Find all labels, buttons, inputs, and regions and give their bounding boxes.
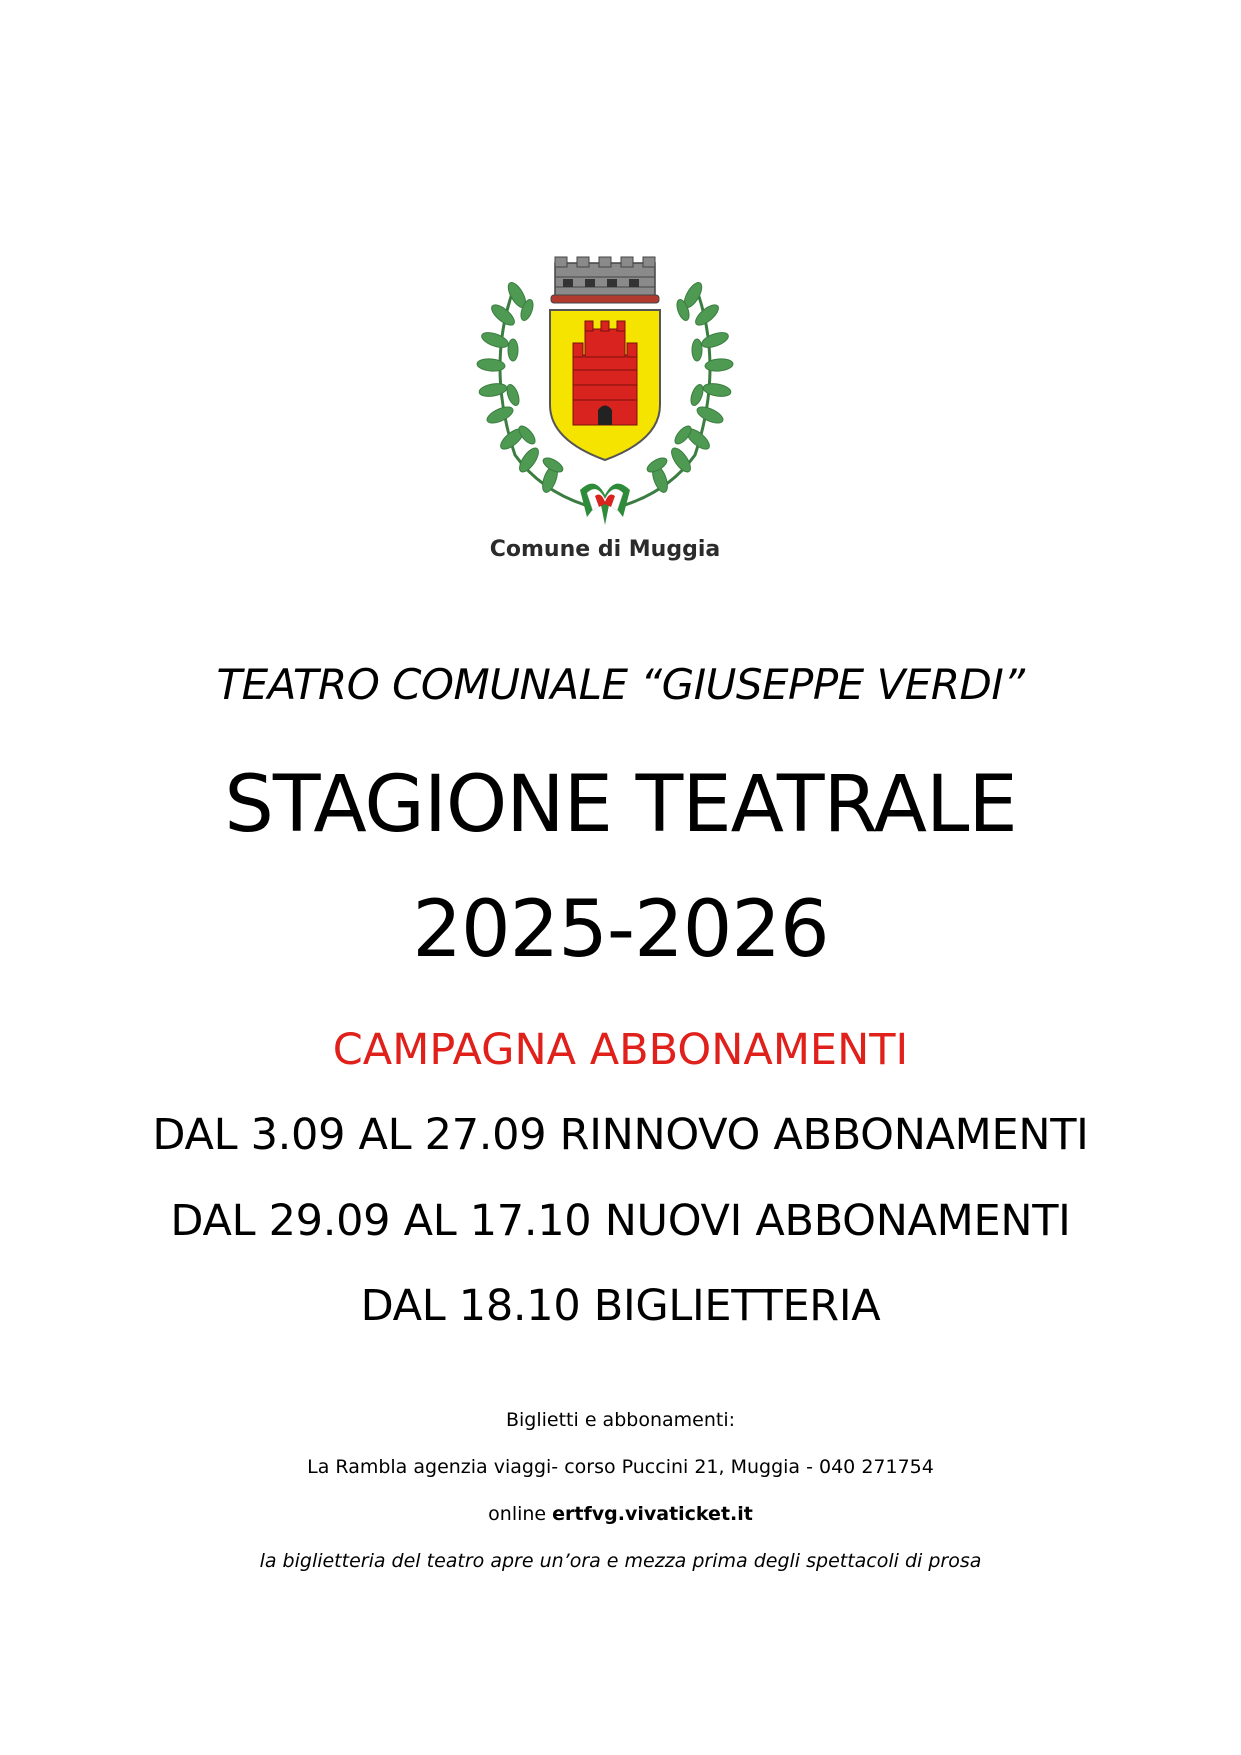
tricolour-ribbon bbox=[580, 484, 630, 525]
mural-crown bbox=[551, 257, 659, 303]
season-years: 2025-2026 bbox=[412, 885, 829, 975]
theatre-name: TEATRO COMUNALE “GIUSEPPE VERDI” bbox=[216, 660, 1025, 709]
box-office-note: la biglietteria del teatro apre un’ora e mezza prima degli spettacoli di prosa bbox=[259, 1550, 982, 1572]
online-url-link[interactable]: ertfvg.vivaticket.it bbox=[552, 1503, 753, 1525]
schedule-new-subscriptions: DAL 29.09 AL 17.10 NUOVI ABBONAMENTI bbox=[170, 1196, 1071, 1246]
online-prefix: online bbox=[488, 1503, 553, 1525]
schedule-box-office: DAL 18.10 BIGLIETTERIA bbox=[360, 1281, 881, 1331]
muggia-coat-of-arms bbox=[455, 255, 755, 585]
tickets-agency: La Rambla agenzia viaggi- corso Puccini 21, Muggia - 040 271754 bbox=[307, 1456, 934, 1478]
season-title: STAGIONE TEATRALE bbox=[224, 760, 1017, 850]
coat-of-arms-icon bbox=[455, 255, 755, 545]
schedule-renewal: DAL 3.09 AL 27.09 RINNOVO ABBONAMENTI bbox=[152, 1110, 1089, 1160]
campaign-title: CAMPAGNA ABBONAMENTI bbox=[332, 1025, 909, 1075]
tickets-heading: Biglietti e abbonamenti: bbox=[505, 1409, 735, 1431]
logo-caption: Comune di Muggia bbox=[489, 537, 721, 562]
tickets-online bbox=[0, 1503, 1241, 1525]
